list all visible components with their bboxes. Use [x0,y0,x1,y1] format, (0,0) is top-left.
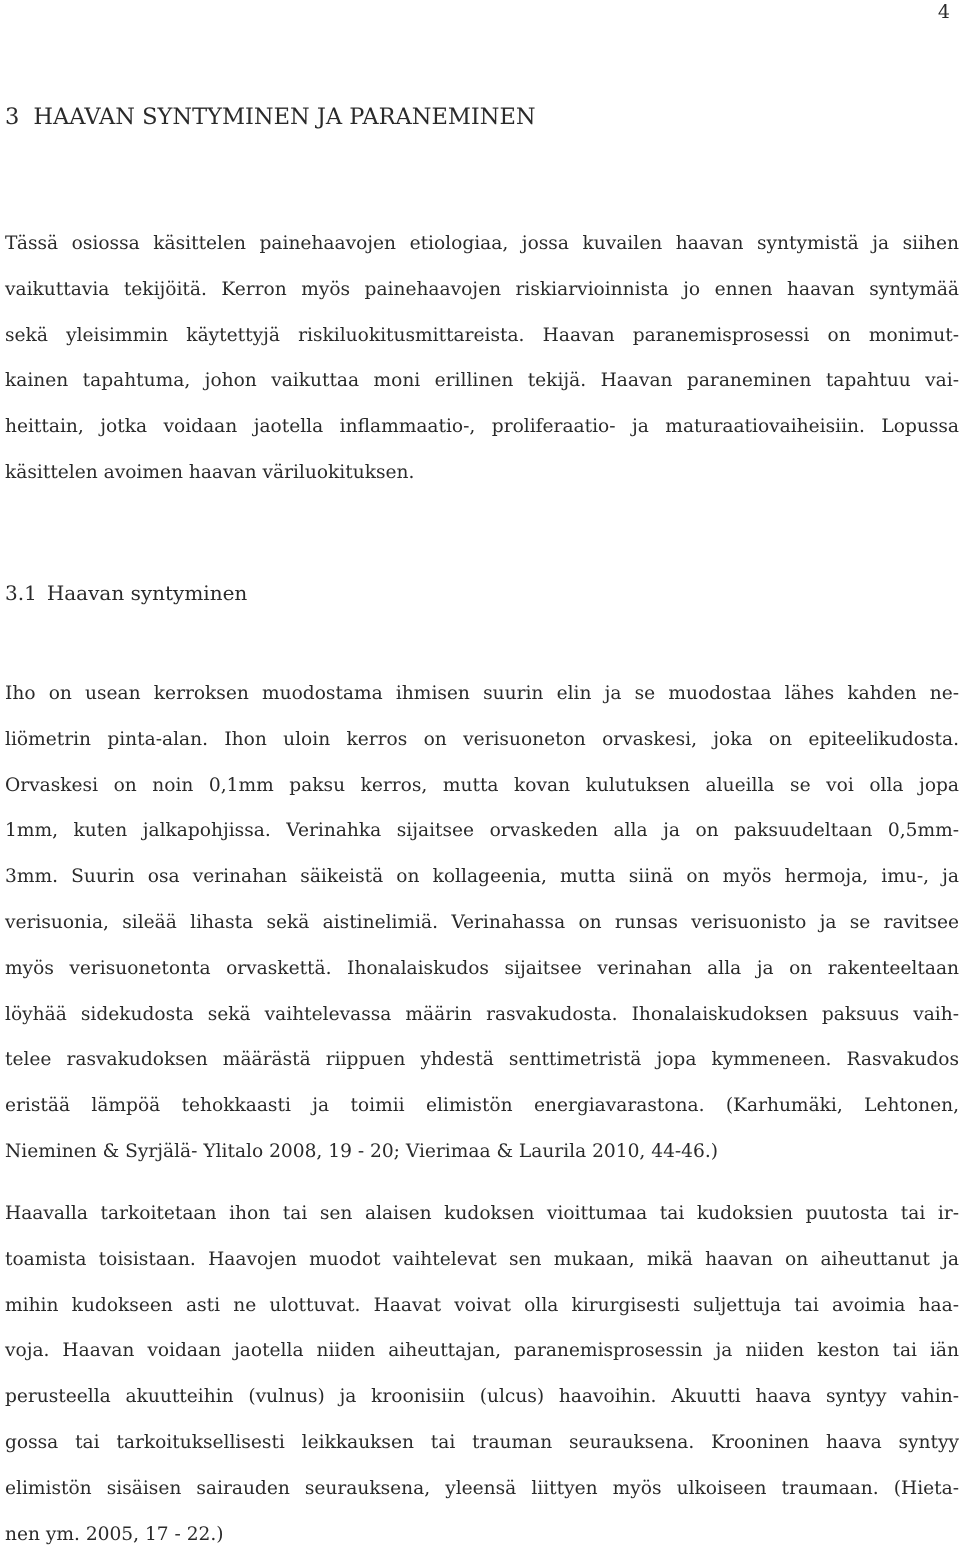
paragraph-line: Iho on usean kerroksen muodostama ihmisen suurin elin ja se muodostaa lähes kahden ne- [5,683,959,704]
paragraph-line: verisuonia, sileää lihasta sekä aistinelimiä. Verinahassa on runsas verisuonisto ja se ravitsee [5,911,959,933]
paragraph-line: heittain, jotka voidaan jaotella inflammaatio-, proliferaatio- ja maturaatiovaiheisiin. Lopussa [5,416,959,438]
paragraph-line: perusteella akuutteihin (vulnus) ja kroonisiin (ulcus) haavoihin. Akuutti haava syntyy vahin- [5,1386,959,1408]
chapter-heading [5,102,536,132]
paragraph-line: telee rasvakudoksen määrästä riippuen yhdestä senttimetristä jopa kymmeneen. Rasvakudos [5,1049,959,1071]
paragraph-line: toamista toisistaan. Haavojen muodot vaihtelevat sen mukaan, mikä haavan on aiheuttanut ja [5,1248,959,1270]
paragraph-line: mihin kudokseen asti ne ulottuvat. Haavat voivat olla kirurgisesti suljettuja tai avoimia haa- [5,1294,959,1316]
paragraph-line: sekä yleisimmin käytettyjä riskiluokitusmittareista. Haavan paranemisprosessi on monimut- [5,324,959,346]
paragraph-line: Orvaskesi on noin 0,1mm paksu kerros, mutta kovan kulutuksen alueilla se voi olla jopa [5,774,959,796]
paragraph-line: 3mm. Suurin osa verinahan säikeistä on kollageenia, mutta siinä on myös hermoja, imu-, ja [5,866,959,888]
paragraph-line: Haavalla tarkoitetaan ihon tai sen alaisen kudoksen vioittumaa tai kudoksien puutosta tai ir- [5,1203,959,1224]
paragraph-line: käsittelen avoimen haavan väriluokituksen. [5,461,415,483]
paragraph-line: voja. Haavan voidaan jaotella niiden aiheuttajan, paranemisprosessin ja niiden keston tai iän [5,1340,959,1362]
paragraph-line: liömetrin pinta-alan. Ihon uloin kerros on verisuoneton orvaskesi, joka on epiteelikudosta. [5,728,959,750]
paragraph-line: eristää lämpöä tehokkaasti ja toimii elimistön energiavarastona. (Karhumäki, Lehtonen, [5,1095,959,1117]
paragraph-line: nen ym. 2005, 17 - 22.) [5,1523,224,1545]
wound-paragraph [5,1191,959,1557]
section-number: 3.1 [5,581,37,605]
paragraph-line: Nieminen & Syrjälä- Ylitalo 2008, 19 - 20; Vierimaa & Laurila 2010, 44-46.) [5,1140,718,1162]
chapter-number: 3 [5,104,20,130]
section-heading [5,579,247,607]
intro-paragraph [5,221,959,496]
skin-paragraph [5,671,959,1175]
paragraph-line: elimistön sisäisen sairauden seurauksena, yleensä liittyen myös ulkoiseen traumaan. (Hieta- [5,1477,959,1499]
paragraph-line: kainen tapahtuma, johon vaikuttaa moni erillinen tekijä. Haavan paraneminen tapahtuu vai- [5,370,959,392]
paragraph-line: 1mm, kuten jalkapohjissa. Verinahka sijaitsee orvaskeden alla ja on paksuudeltaan 0,5mm- [5,820,959,842]
paragraph-line: gossa tai tarkoituksellisesti leikkauksen tai trauman seurauksena. Krooninen haava syntyy [5,1431,959,1453]
paragraph-line: Tässä osiossa käsittelen painehaavojen etiologiaa, jossa kuvailen haavan syntymistä ja siihen [5,233,959,254]
paragraph-line: löyhää sidekudosta sekä vaihtelevassa määrin rasvakudosta. Ihonalaiskudoksen paksuus vaih- [5,1003,959,1025]
chapter-title: HAAVAN SYNTYMINEN JA PARANEMINEN [33,104,536,130]
section-title: Haavan syntyminen [46,581,248,605]
paragraph-line: myös verisuonetonta orvaskettä. Ihonalaiskudos sijaitsee verinahan alla ja on rakenteeltaan [5,957,959,979]
page-number: 4 [937,1,950,23]
paragraph-line: vaikuttavia tekijöitä. Kerron myös painehaavojen riskiarvioinnista jo ennen haavan syntymää [5,278,959,300]
